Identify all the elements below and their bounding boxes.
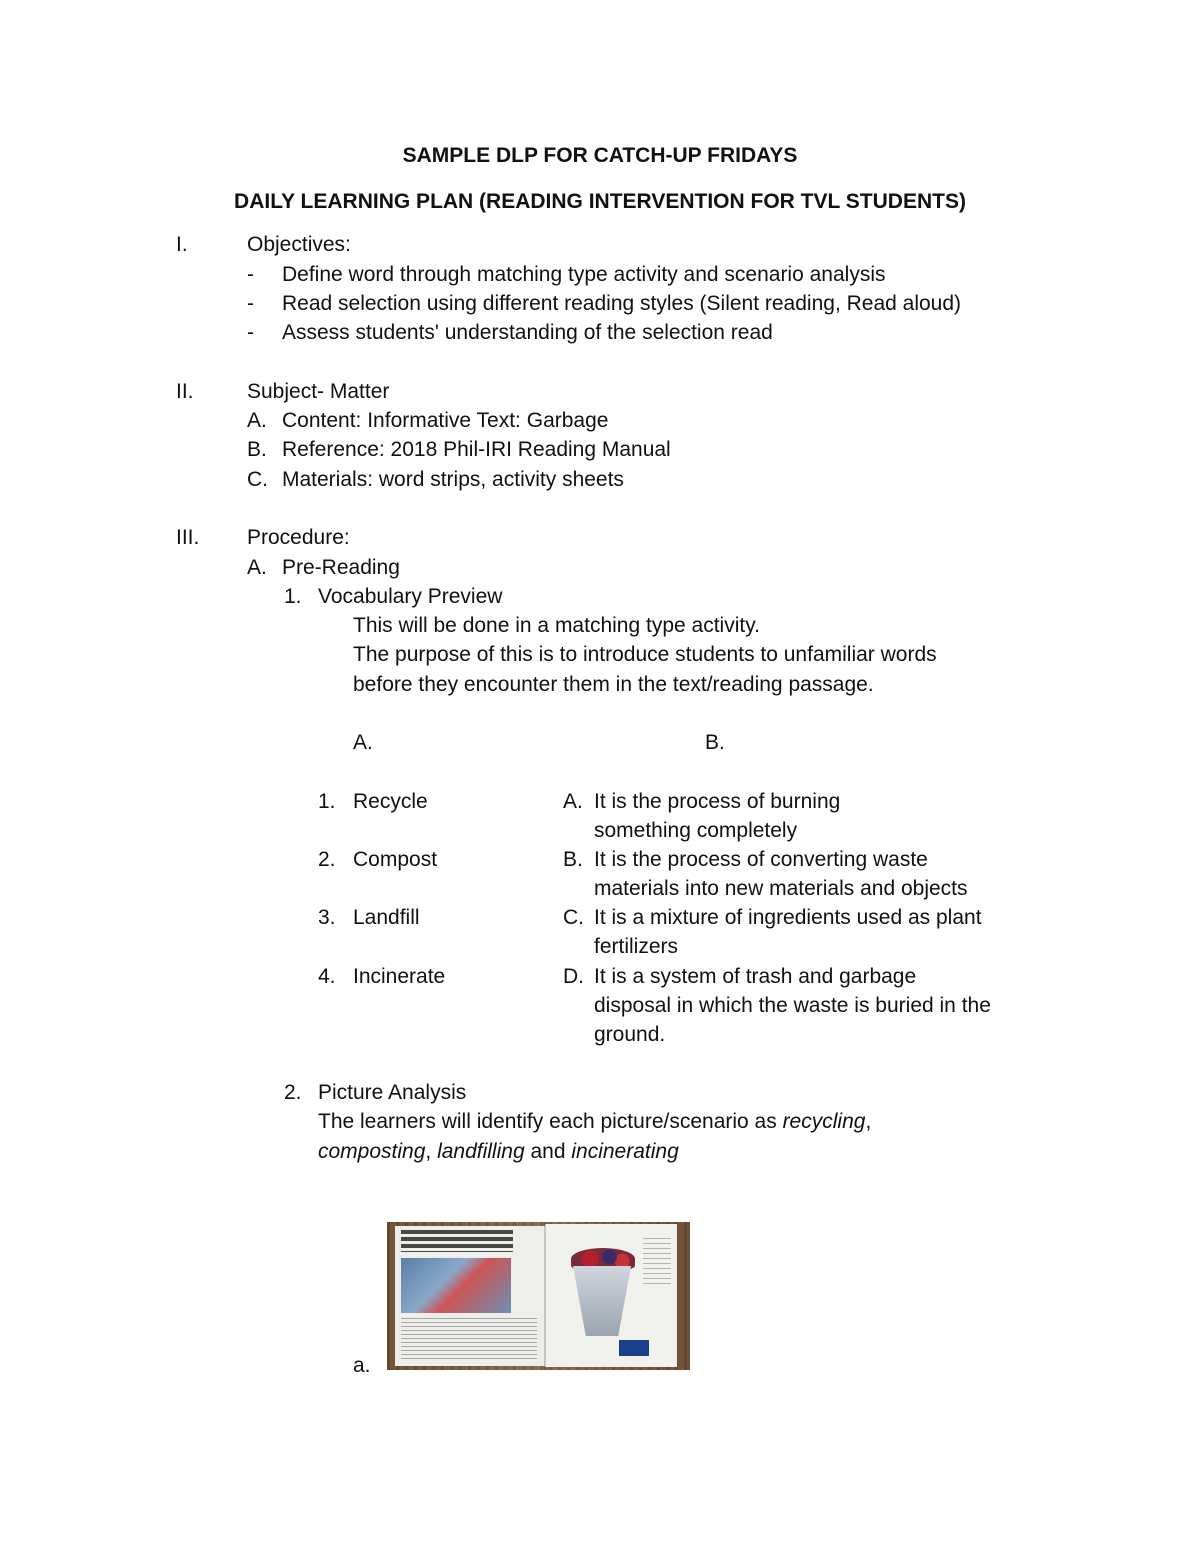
newspaper-fold (544, 1222, 546, 1370)
newspaper-photo-left (401, 1258, 511, 1313)
instruction-text: and (524, 1140, 572, 1163)
instruction-text: The learners will identify each picture/scenario as (318, 1110, 783, 1133)
vocab-description-line: This will be done in a matching type activity. (353, 614, 760, 637)
word-number: 4. (318, 965, 336, 988)
section-number-objectives: I. (176, 233, 188, 256)
subject-marker: B. (247, 438, 267, 461)
term-recycling: recycling (782, 1110, 866, 1133)
section-heading-objectives: Objectives: (247, 233, 351, 256)
subject-item-reference: Reference: 2018 Phil-IRI Reading Manual (282, 438, 671, 461)
pre-reading-heading: Pre-Reading (282, 556, 400, 579)
objective-item: Define word through matching type activity and scenario analysis (282, 263, 886, 286)
subject-item-materials: Materials: word strips, activity sheets (282, 468, 624, 491)
term-composting: composting (318, 1140, 426, 1163)
picture-analysis-heading: Picture Analysis (318, 1081, 467, 1104)
vocab-word: Compost (353, 848, 438, 871)
document-title: SAMPLE DLP FOR CATCH-UP FRIDAYS (402, 144, 798, 167)
newspaper-columns (401, 1318, 537, 1362)
section-heading-subject-matter: Subject- Matter (247, 380, 390, 403)
definition-line: ground. (594, 1023, 666, 1046)
definition-line: something completely (594, 819, 798, 842)
column-a-label: A. (353, 731, 373, 754)
definition-line: It is a mixture of ingredients used as plant (594, 906, 982, 929)
objective-item: Assess students' understanding of the selection read (282, 321, 773, 344)
definition-letter: A. (563, 790, 583, 813)
subject-item-content: Content: Informative Text: Garbage (282, 409, 609, 432)
objective-marker: - (247, 263, 254, 286)
document-subtitle: DAILY LEARNING PLAN (READING INTERVENTION FOR TVL STUDENTS) (234, 190, 966, 213)
objective-marker: - (247, 321, 254, 344)
definition-line: It is a system of trash and garbage (594, 965, 917, 988)
word-number: 2. (318, 848, 336, 871)
definition-line: materials into new materials and objects (594, 877, 968, 900)
section-number-procedure: III. (176, 526, 200, 549)
vocab-word: Recycle (353, 790, 428, 813)
step-number: 1. (284, 585, 302, 608)
newspaper-headline (401, 1230, 513, 1252)
definition-line: It is the process of burning (594, 790, 841, 813)
section-number-subject-matter: II. (176, 380, 194, 403)
picture-analysis-instruction-line1 (318, 1110, 871, 1134)
instruction-punct: , (865, 1110, 872, 1133)
vocab-word: Landfill (353, 906, 420, 929)
procedure-marker: A. (247, 556, 267, 579)
definition-line: It is the process of converting waste (594, 848, 928, 871)
vocab-description-line: before they encounter them in the text/reading passage. (353, 673, 874, 696)
instruction-punct: , (425, 1140, 438, 1163)
step-number: 2. (284, 1081, 302, 1104)
term-landfilling: landfilling (437, 1140, 525, 1163)
definition-letter: B. (563, 848, 583, 871)
picture-analysis-instruction-line2 (318, 1140, 679, 1164)
newspaper-photo (387, 1222, 690, 1370)
word-number: 1. (318, 790, 336, 813)
definition-letter: C. (563, 906, 584, 929)
vocabulary-preview-heading: Vocabulary Preview (318, 585, 503, 608)
word-number: 3. (318, 906, 336, 929)
objective-item: Read selection using different reading styles (Silent reading, Read aloud) (282, 292, 962, 315)
subject-marker: C. (247, 468, 268, 491)
subject-marker: A. (247, 409, 267, 432)
section-heading-procedure: Procedure: (247, 526, 350, 549)
objective-marker: - (247, 292, 254, 315)
definition-letter: D. (563, 965, 584, 988)
ad-logo (619, 1340, 649, 1356)
ad-text (643, 1238, 671, 1288)
term-incinerating: incinerating (571, 1140, 679, 1163)
vocab-description-line: The purpose of this is to introduce students to unfamiliar words (353, 643, 937, 666)
definition-line: disposal in which the waste is buried in the (594, 994, 991, 1017)
definition-line: fertilizers (594, 935, 679, 958)
column-b-label: B. (705, 731, 725, 754)
vocab-word: Incinerate (353, 965, 446, 988)
picture-item-label: a. (353, 1354, 371, 1377)
